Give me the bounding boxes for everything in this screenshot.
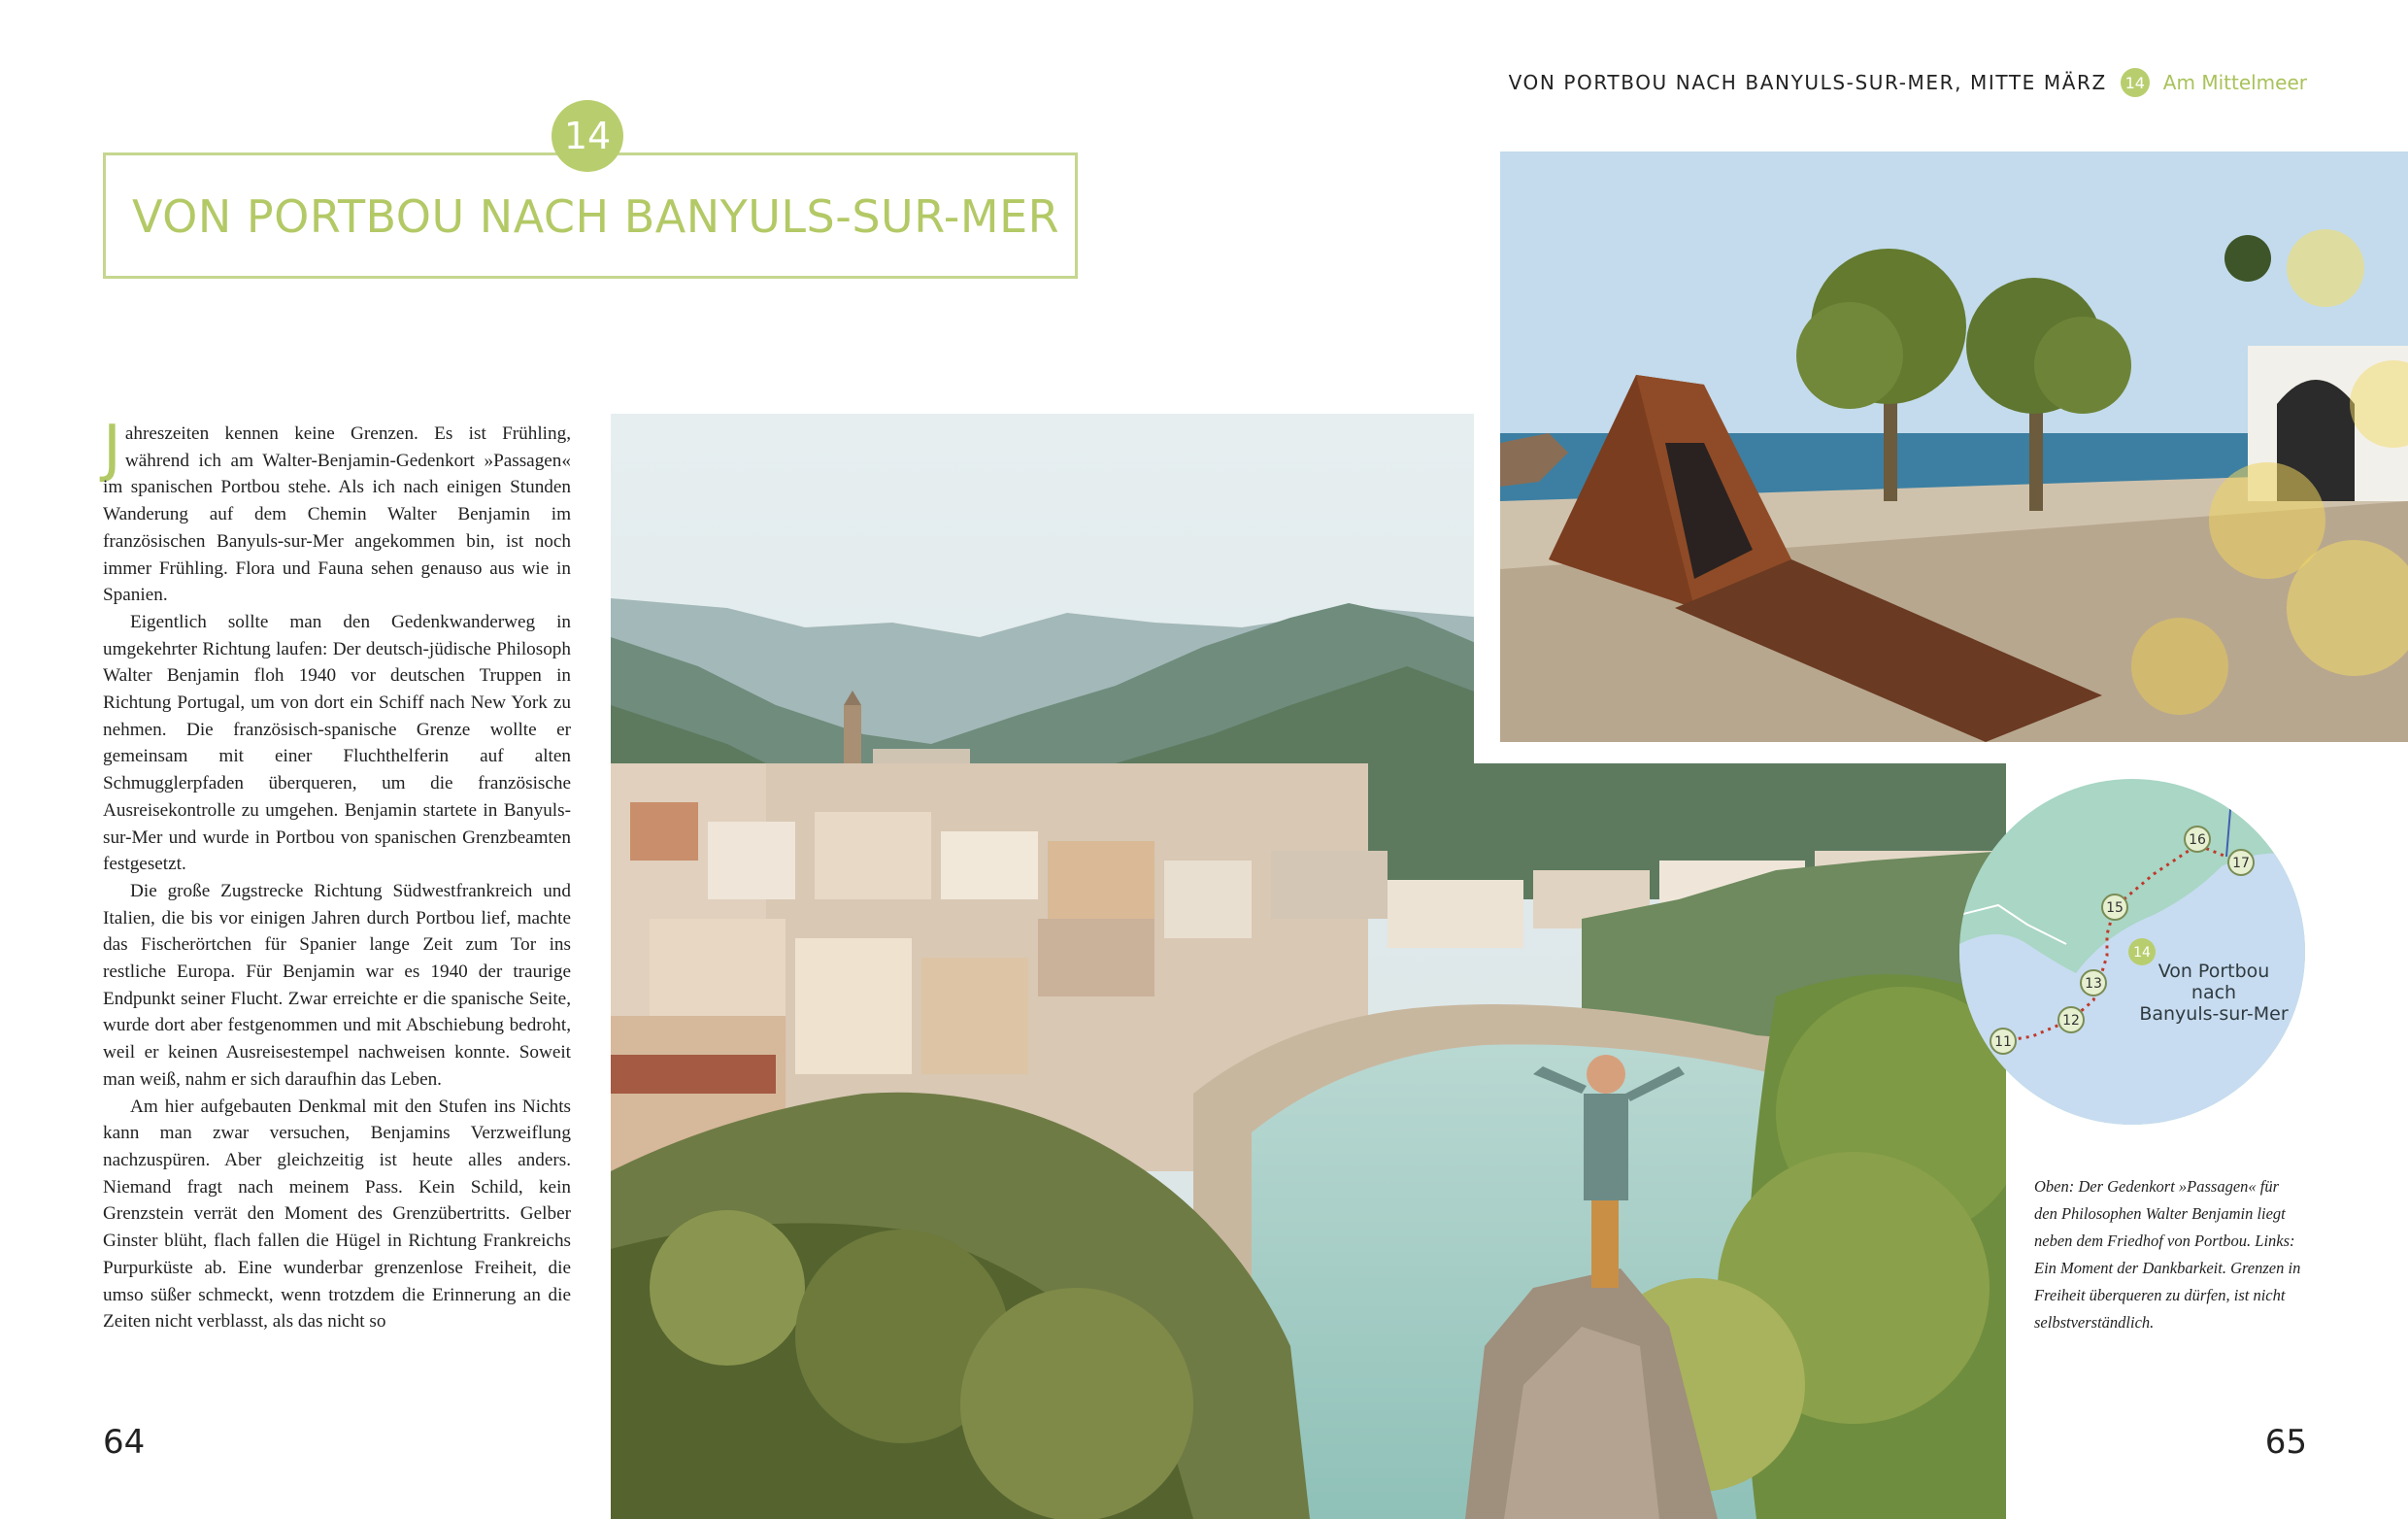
paragraph-2: Eigentlich sollte man den Gedenkwanderweg in umgekehrter Richtung laufen: Der deutsch-jüdische Philosoph Walter Benjamin floh 1940 vor deutschen Truppen in Richtung Portugal, um von dort ein Schiff nach New York zu nehmen. Die französisch-spanische Grenze wollte er gemeinsam mit einer Fluchthelferin auf alten Schmugglerpfaden überqueren, um die französische Ausreisekontrolle zu umgehen. Benjamin startete in Banyuls-sur-Mer und wurde in Portbou von spanischen Grenzbeamten festgesetzt. bbox=[103, 611, 571, 875]
chapter-number-badge-small: 14 bbox=[2121, 68, 2150, 97]
running-header-title: VON PORTBOU NACH BANYULS-SUR-MER, MITTE MÄRZ bbox=[1508, 71, 2107, 94]
map-stop-12 bbox=[2058, 1007, 2084, 1032]
svg-text:16: 16 bbox=[2189, 832, 2206, 848]
map-label-line-2: nach bbox=[2191, 982, 2237, 1003]
map-label-line-1: Von Portbou bbox=[2157, 961, 2270, 982]
svg-text:17: 17 bbox=[2232, 856, 2250, 871]
paragraph-4: Am hier aufgebauten Denkmal mit den Stufen ins Nichts kann man zwar versuchen, Benjamins Verzweiflung nachzuspüren. Aber gleichzeitig ist heute alles anders. Niemand fragt nach meinem Pass. Kein Schild, kein Grenzstein verrät den Moment des Grenzübertritts. Gelber Ginster blüht, flach fallen die Hügel in Richtung Frankreichs Purpurküste ab. Eine wunderbar grenzenlose Freiheit, die umso süßer schmeckt, wenn trotzdem die Erinnerung an die Zeiten nicht verblasst, als das nicht so bbox=[103, 1096, 571, 1333]
map-stop-16 bbox=[2185, 827, 2210, 852]
map-stop-15 bbox=[2102, 895, 2127, 920]
map-stop-11 bbox=[1990, 1029, 2016, 1054]
running-header bbox=[1509, 68, 2307, 97]
svg-text:14: 14 bbox=[2133, 945, 2151, 961]
page-number-left: 64 bbox=[103, 1423, 146, 1462]
svg-text:13: 13 bbox=[2085, 976, 2102, 992]
svg-text:11: 11 bbox=[1994, 1034, 2012, 1050]
paragraph-1 bbox=[103, 413, 571, 609]
article-body bbox=[103, 413, 571, 1335]
page-number-right: 65 bbox=[2264, 1423, 2307, 1462]
photo-passagen-illustration bbox=[1500, 152, 2408, 742]
route-map-illustration bbox=[1959, 779, 2305, 1125]
drop-cap: J bbox=[103, 413, 121, 485]
svg-text:12: 12 bbox=[2062, 1013, 2080, 1029]
photo-caption: Oben: Der Gedenkort »Passagen« für den Philosophen Walter Benjamin liegt neben dem Friedhof von Portbou. Links: Ein Moment der Dankbarkeit. Grenzen in Freiheit überqueren zu dürfen, ist nicht selbstverständlich. bbox=[2034, 1177, 2301, 1332]
svg-text:15: 15 bbox=[2106, 900, 2124, 916]
chapter-title: VON PORTBOU NACH BANYULS-SUR-MER bbox=[132, 190, 1060, 243]
map-stop-14 bbox=[2128, 938, 2156, 965]
running-header-section: Am Mittelmeer bbox=[2162, 71, 2307, 94]
map-stop-17 bbox=[2228, 850, 2254, 875]
paragraph-3: Die große Zugstrecke Richtung Südwestfrankreich und Italien, die bis vor einigen Jahren durch Portbou lief, machte das Fischerörtchen für Spanier lange Zeit zum Tor ins restliche Europa. Für Benjamin war es 1940 der traurige Endpunkt seiner Flucht. Zwar erreichte er die spanische Seite, wurde dort aber festgenommen und mit Abschiebung bedroht, weil er keinen Ausreisestempel nachweisen konnte. Soweit man weiß, nahm er sich daraufhin das Leben. bbox=[103, 880, 571, 1090]
photo-passagen-memorial bbox=[1500, 152, 2408, 742]
paragraph-1-text: ahreszeiten kennen keine Grenzen. Es ist Frühling, während ich am Walter-Benjamin-Gedenkort »Passagen« im spanischen Portbou stehe. Als ich nach einigen Stunden Wanderung auf dem Chemin Walter Benjamin im französischen Banyuls-sur-Mer angekommen bin, ist noch immer Frühling. Flora und Fauna sehen genauso aus wie in Spanien. bbox=[103, 423, 571, 606]
map-label-line-3: Banyuls-sur-Mer bbox=[2139, 1003, 2289, 1025]
map-stop-13 bbox=[2081, 970, 2106, 996]
route-map bbox=[1959, 779, 2305, 1125]
top-photo-frame bbox=[1474, 152, 2408, 763]
chapter-number-badge: 14 bbox=[552, 100, 623, 172]
